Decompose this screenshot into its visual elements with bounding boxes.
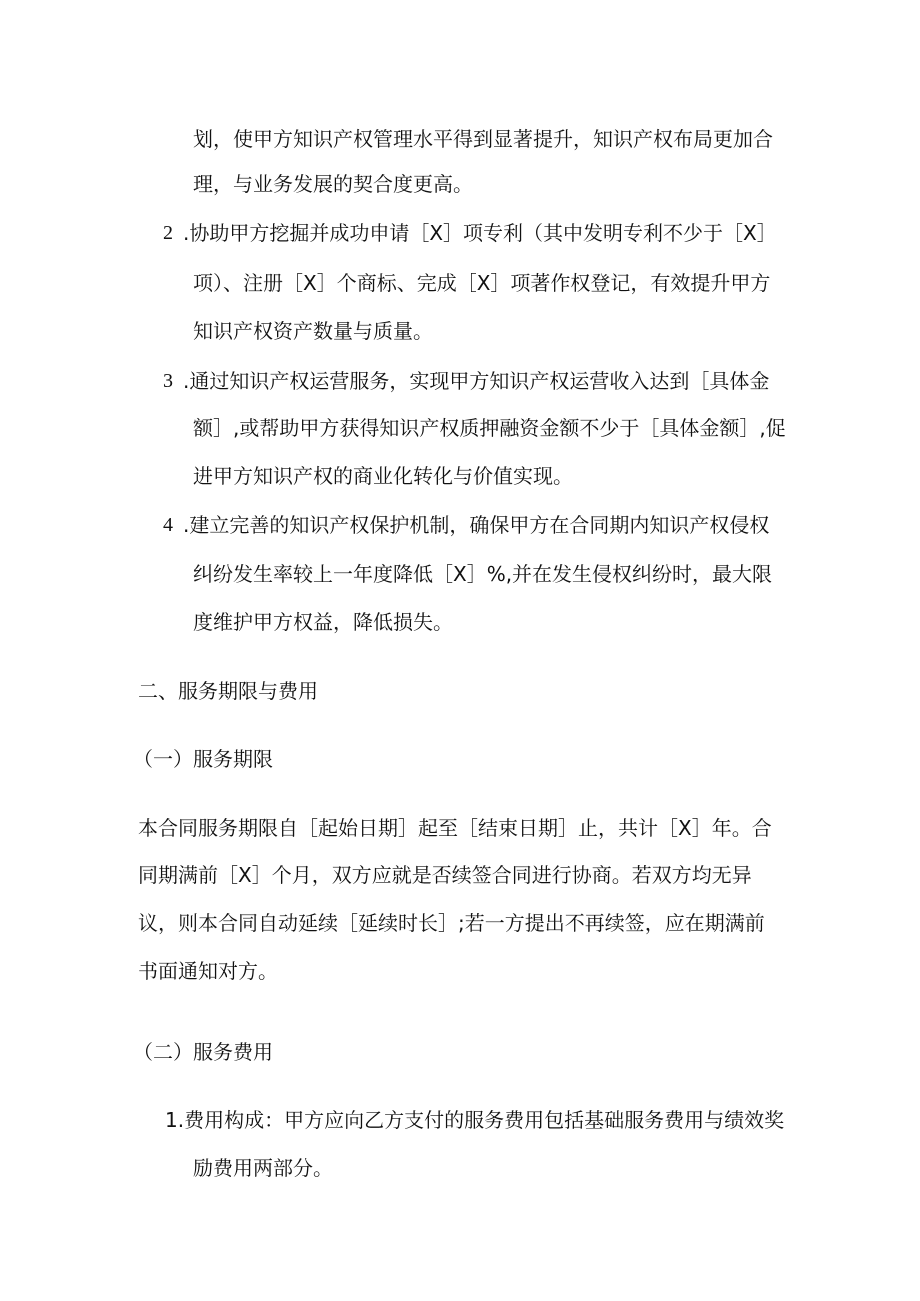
list-item-line: 知识产权资产数量与质量。 xyxy=(193,319,433,343)
list-item-line: 1.费用构成：甲方应向乙方支付的服务费用包括基础服务费用与绩效奖 xyxy=(165,1108,785,1132)
list-item-line: 纠纷发生率较上一年度降低［X］%,并在发生侵权纠纷时，最大限 xyxy=(193,562,773,586)
list-item-number: 3 xyxy=(163,370,173,392)
paragraph-line: 议，则本合同自动延续［延续时长］;若一方提出不再续签，应在期满前 xyxy=(138,911,765,935)
list-item-line: 额］,或帮助甲方获得知识产权质押融资金额不少于［具体金额］,促 xyxy=(193,416,786,440)
list-item-line: 进甲方知识产权的商业化转化与价值实现。 xyxy=(193,464,573,488)
list-item-number: 4 xyxy=(163,514,173,536)
list-item-line: .建立完善的知识产权保护机制，确保甲方在合同期内知识产权侵权 xyxy=(183,513,770,537)
paragraph-line: 书面通知对方。 xyxy=(138,959,278,983)
list-item-line: .通过知识产权运营服务，实现甲方知识产权运营收入达到［具体金 xyxy=(183,369,770,393)
list-item-line: .协助甲方挖掘并成功申请［X］项专利（其中发明专利不少于［X］ xyxy=(183,221,777,245)
list-item-line: 度维护甲方权益，降低损失。 xyxy=(193,610,453,634)
paragraph-line: 理，与业务发展的契合度更高。 xyxy=(193,172,473,196)
subsection-heading: （一）服务期限 xyxy=(133,747,273,771)
paragraph-line: 本合同服务期限自［起始日期］起至［结束日期］止，共计［X］年。合 xyxy=(138,816,772,840)
paragraph-line: 同期满前［X］个月，双方应就是否续签合同进行协商。若双方均无异 xyxy=(138,863,752,887)
subsection-heading: （二）服务费用 xyxy=(133,1040,273,1064)
list-item-number: 2 xyxy=(163,222,173,244)
paragraph-line: 划，使甲方知识产权管理水平得到显著提升，知识产权布局更加合 xyxy=(193,127,773,151)
section-heading: 二、服务期限与费用 xyxy=(138,679,318,703)
list-item-line: 励费用两部分。 xyxy=(193,1156,333,1180)
list-item-line: 项）、注册［X］个商标、完成［X］项著作权登记，有效提升甲方 xyxy=(193,271,771,295)
